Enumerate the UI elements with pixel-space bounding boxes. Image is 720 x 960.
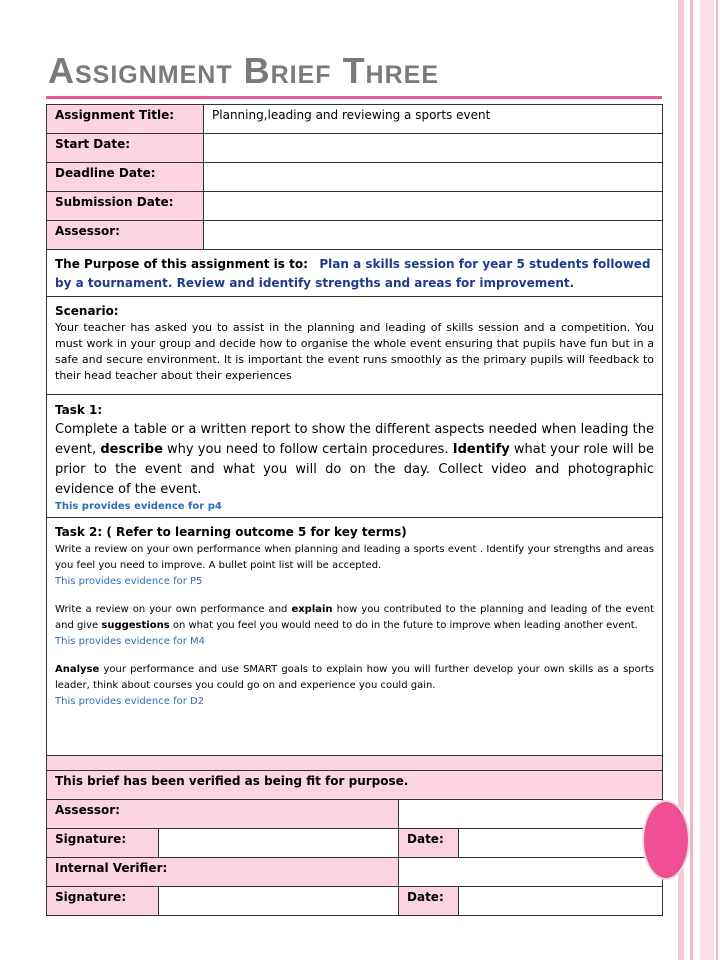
table-row [47, 756, 663, 771]
task1-text: what your role will be prior to the event and what you will do on the day. Collect video and photographic evidence of the event. [55, 442, 655, 497]
verification-assessor-field[interactable] [399, 800, 663, 829]
internal-verifier-label: Internal Verifier: [47, 858, 399, 887]
table-row [47, 800, 663, 829]
table-row [47, 192, 663, 221]
table-row [47, 518, 663, 756]
task2-paragraph-3: Analyse your performance and use SMART goals to explain how you will further develop your own skills as a sports leader, think about courses you could go on and experience you could gain. [55, 664, 655, 691]
task1-evidence: This provides evidence for p4 [55, 501, 222, 512]
deadline-date-label: Deadline Date: [47, 163, 204, 192]
task1-keyword-describe: describe [100, 442, 163, 457]
title-underline [46, 96, 662, 99]
purpose-label: The Purpose of this assignment is to: [55, 257, 308, 271]
date-label-2: Date: [399, 887, 459, 916]
table-row [47, 829, 663, 858]
task2-paragraph-2: Write a review on your own performance and explain how you contributed to the planning and leading of the event and give suggestions on what you feel you would need to do in the future to improve when leading another event. [55, 604, 655, 631]
date-field-2[interactable] [459, 887, 663, 916]
assessor-label: Assessor: [47, 221, 204, 250]
task1-heading: Task 1: [55, 403, 103, 417]
decorative-stripe [690, 0, 693, 960]
verification-assessor-label: Assessor: [47, 800, 399, 829]
task1-text: Complete a table or a written report to show the different aspects needed when leading the event, [55, 422, 655, 457]
signature-field[interactable] [159, 829, 399, 858]
deadline-date-field[interactable] [204, 163, 663, 192]
assignment-title-label: Assignment Title: [47, 105, 204, 134]
submission-date-field[interactable] [204, 192, 663, 221]
verification-statement: This brief has been verified as being fit for purpose. [47, 771, 663, 800]
scenario-heading: Scenario: [55, 304, 119, 318]
start-date-field[interactable] [204, 134, 663, 163]
assignment-title-value: Planning,leading and reviewing a sports event [204, 105, 663, 134]
task1-cell [47, 395, 663, 518]
spacer-row [47, 756, 663, 771]
table-row [47, 771, 663, 800]
table-row [47, 163, 663, 192]
purpose-text: Plan a skills session for year 5 students followed by a tournament. Review and identify strengths and areas for improvement. [55, 257, 651, 290]
assessor-field[interactable] [204, 221, 663, 250]
table-row [47, 297, 663, 395]
page-title: Assignment Brief Three [48, 50, 440, 91]
decorative-stripe [700, 0, 714, 960]
purpose-cell [47, 250, 663, 297]
pink-tab-decoration [642, 800, 690, 880]
task2-cell [47, 518, 663, 756]
submission-date-label: Submission Date: [47, 192, 204, 221]
scenario-text: Your teacher has asked you to assist in the planning and leading of skills session and a competition. You must work in your group and decide how to organise the whole event ensuring that pupils have fun but in a safe and secure environment. It is important the event runs smoothly as the primary pupils will feedback to their head teacher about their experiences [55, 321, 655, 382]
table-row [47, 395, 663, 518]
signature-field-2[interactable] [159, 887, 399, 916]
task1-text: why you need to follow certain procedures. [162, 442, 453, 457]
table-row [47, 858, 663, 887]
start-date-label: Start Date: [47, 134, 204, 163]
task1-keyword-identify: Identify [452, 442, 510, 457]
internal-verifier-field[interactable] [399, 858, 663, 887]
signature-label: Signature: [47, 829, 159, 858]
task2-paragraph-1: Write a review on your own performance when planning and leading a sports event . Identify your strengths and areas you feel you need to improve. A bullet point list will be accepted. [55, 544, 655, 571]
date-label: Date: [399, 829, 459, 858]
task2-evidence-p5: This provides evidence for P5 [55, 576, 203, 587]
task2-evidence-m4: This provides evidence for M4 [55, 636, 205, 647]
table-row [47, 221, 663, 250]
assignment-brief-table [46, 104, 663, 916]
table-row [47, 250, 663, 297]
table-row [47, 887, 663, 916]
table-row [47, 105, 663, 134]
task2-heading: Task 2: ( Refer to learning outcome 5 for key terms) [55, 525, 407, 539]
task2-evidence-d2: This provides evidence for D2 [55, 696, 205, 707]
decorative-stripe [716, 0, 718, 960]
table-row [47, 134, 663, 163]
date-field[interactable] [459, 829, 663, 858]
scenario-cell [47, 297, 663, 395]
signature-label-2: Signature: [47, 887, 159, 916]
